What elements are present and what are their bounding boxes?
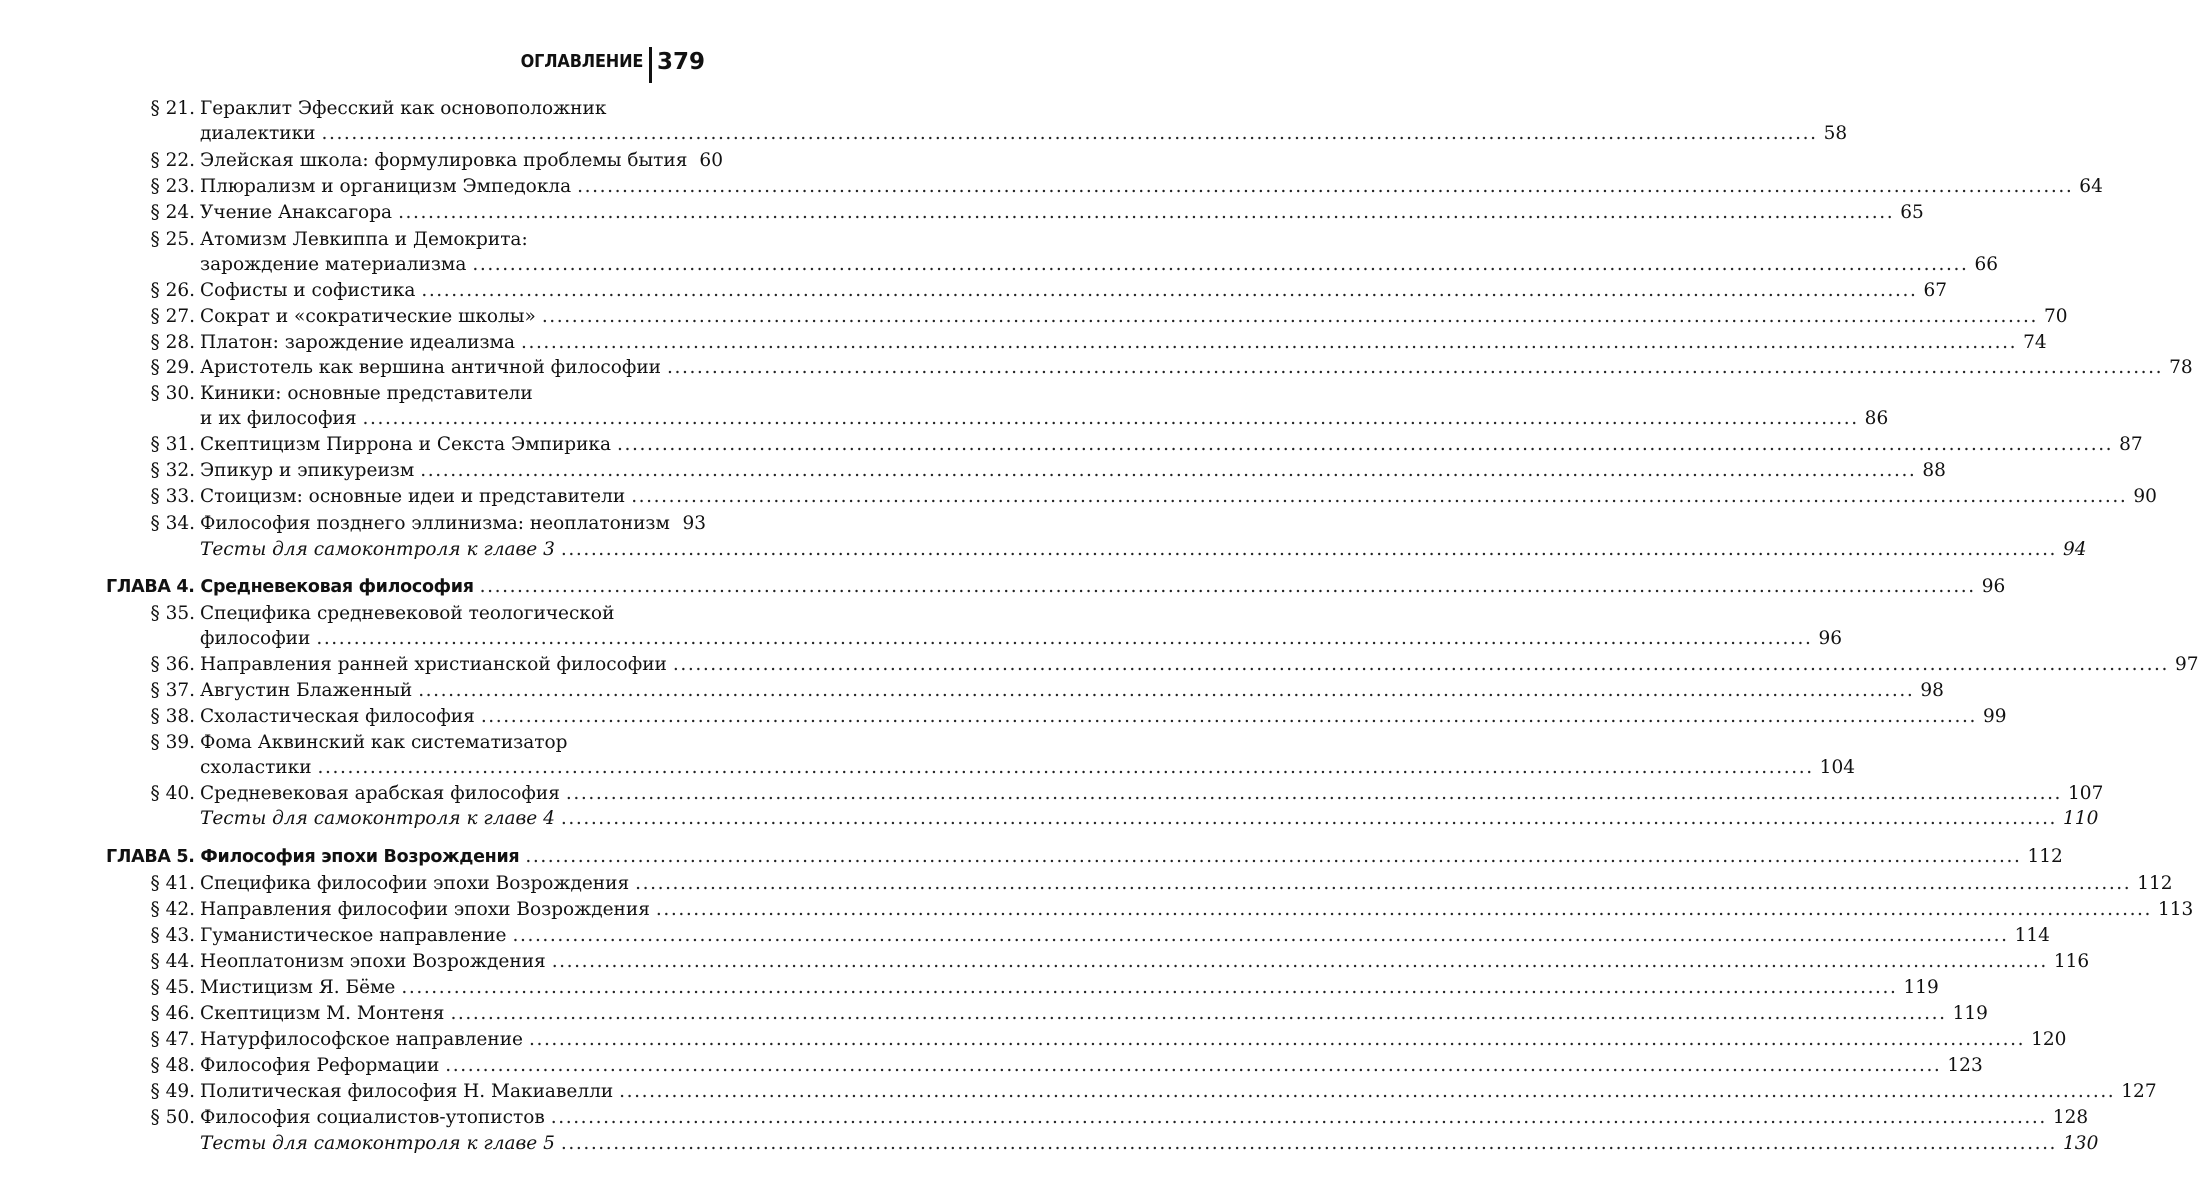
- toc-entry[interactable]: [0, 433, 2143, 458]
- header-title: ОГЛАВЛЕНИЕ: [520, 52, 643, 72]
- toc-page-number: 94: [2063, 539, 2087, 560]
- toc-entry-title: Учение Анаксагора: [200, 202, 393, 223]
- toc-leader-dots: ........................................................................................................................................................................................................: [445, 1055, 1942, 1076]
- toc-entry[interactable]: [0, 1002, 1988, 1027]
- toc-entry[interactable]: [0, 627, 1843, 652]
- toc-entry-body: [200, 898, 2194, 923]
- toc-entry-title: Фома Аквинский как систематизатор: [200, 732, 568, 753]
- toc-section-number: § 23.: [150, 176, 195, 197]
- toc-page-number: 66: [1974, 254, 1999, 275]
- toc-entry[interactable]: [0, 976, 1939, 1001]
- toc-entry[interactable]: [0, 872, 2173, 897]
- toc-leader-dots: ........................................................................................................................................................................................................: [655, 899, 2153, 920]
- toc-entry-body: [200, 253, 1999, 278]
- toc-leader-dots: ........................................................................................................................................................................................................: [520, 332, 2018, 353]
- toc-section-number: § 22.: [150, 150, 195, 171]
- toc-page-number: 114: [2014, 925, 2050, 946]
- toc-leader-dots: ........................................................................................................................................................................................................: [321, 123, 1818, 144]
- toc-entry[interactable]: [0, 1080, 2157, 1105]
- toc-entry-body: [200, 356, 2193, 381]
- toc-page-number: 78: [2169, 357, 2193, 378]
- toc-entry[interactable]: [0, 175, 2103, 200]
- toc-section-number: § 21.: [150, 98, 195, 119]
- toc-entry-body: [200, 731, 706, 756]
- toc-chapter-title: ГЛАВА 4. Средневековая философия: [106, 577, 474, 597]
- toc-entry-body: [200, 950, 2090, 975]
- toc-entry-body: [200, 1028, 2067, 1053]
- toc-entry-title: Атомизм Левкиппа и Демокрита:: [200, 229, 528, 250]
- toc-leader-dots: ........................................................................................................................................................................................................: [560, 539, 2058, 560]
- toc-leader-dots: ........................................................................................................................................................................................................: [635, 873, 2132, 894]
- toc-section-number: § 41.: [150, 873, 195, 894]
- toc-leader-dots: ........................................................................................................................................................................................................: [619, 1081, 2116, 1102]
- toc-section-number: § 46.: [150, 1003, 195, 1024]
- toc-entry[interactable]: [0, 679, 1944, 704]
- toc-entry-title: Тесты для самоконтроля к главе 3: [200, 539, 555, 560]
- toc-entry-title: Средневековая арабская философия: [200, 783, 560, 804]
- toc-section-number: § 38.: [150, 706, 195, 727]
- toc-leader-dots: ........................................................................................................................................................................................................: [472, 254, 1969, 275]
- toc-section-number: § 33.: [150, 486, 195, 507]
- toc-entry-body: [200, 627, 1843, 652]
- toc-entry[interactable]: [0, 653, 2199, 678]
- toc-entry[interactable]: [0, 459, 1946, 484]
- toc-section-number: § 29.: [150, 357, 195, 378]
- toc-section-number: § 34.: [150, 513, 195, 534]
- toc-entry-body: [200, 407, 1889, 432]
- toc-section-number: § 28.: [150, 332, 195, 353]
- toc-entry-body: [200, 1002, 1988, 1027]
- toc-leader-dots: ........................................................................................................................................................................................................: [667, 357, 2164, 378]
- toc-leader-dots: ........................................................................................................................................................................................................: [631, 486, 2128, 507]
- toc-page-number: 64: [2079, 176, 2103, 197]
- toc-entry-body: [200, 149, 723, 174]
- toc-entry-title: Августин Блаженный: [200, 680, 413, 701]
- toc-entry-body: [200, 175, 2103, 200]
- toc-entry-body: [200, 872, 2173, 897]
- toc-entry[interactable]: [0, 705, 2007, 730]
- toc-entry-title: и их философия: [200, 408, 357, 429]
- toc-leader-dots: ........................................................................................................................................................................................................: [565, 783, 2063, 804]
- toc-entry[interactable]: [0, 782, 2104, 807]
- toc-entry-title: Гуманистическое направление: [200, 925, 507, 946]
- toc-page-number: 116: [2053, 951, 2090, 972]
- toc-section-number: § 42.: [150, 899, 195, 920]
- toc-entry-title: Эпикур и эпикуреизм: [200, 460, 415, 481]
- toc-entry-body: [200, 679, 1944, 704]
- toc-entry-title: философии: [200, 628, 311, 649]
- toc-section-number: § 43.: [150, 925, 195, 946]
- toc-leader-dots: ........................................................................................................................................................................................................: [550, 1107, 2047, 1128]
- toc-page-number: 112: [2137, 873, 2173, 894]
- toc-entry-title: Аристотель как вершина античной философии: [200, 357, 661, 378]
- toc-entry-title: диалектики: [200, 123, 316, 144]
- toc-page-number: 119: [1952, 1003, 1988, 1024]
- toc-entry[interactable]: [0, 97, 900, 122]
- toc-page-number: 128: [2052, 1107, 2089, 1128]
- toc-entry-body: [200, 201, 1924, 226]
- toc-leader-dots: ........................................................................................................................................................................................................: [316, 628, 1813, 649]
- toc-entry-title: Элейская школа: формулировка проблемы бытия: [200, 150, 688, 171]
- toc-section-number: § 36.: [150, 654, 195, 675]
- toc-entry-title: Мистицизм Я. Бёме: [200, 977, 396, 998]
- toc-leader-dots: ........................................................................................................................................................................................................: [672, 654, 2170, 675]
- toc-entry-title: Гераклит Эфесский как основоположник: [200, 98, 607, 119]
- toc-page-number: 112: [2027, 846, 2063, 867]
- toc-page-number: 60: [699, 150, 723, 171]
- toc-page-number: 70: [2043, 306, 2068, 327]
- toc-entry-title: Скептицизм М. Монтеня: [200, 1003, 445, 1024]
- toc-entry[interactable]: [0, 201, 1924, 226]
- toc-leader-dots: ........................................................................................................................................................................................................: [617, 434, 2114, 455]
- toc-entry-title: Философия социалистов-утопистов: [200, 1107, 545, 1128]
- toc-entry[interactable]: [0, 1106, 2089, 1131]
- toc-entry[interactable]: [0, 122, 1848, 147]
- toc-leader-dots: ........................................................................................................................................................................................................: [401, 977, 1898, 998]
- toc-leader-dots: ........................................................................................................................................................................................................: [577, 176, 2074, 197]
- toc-entry-body: [200, 538, 2087, 563]
- toc-entry-body: [200, 331, 2047, 356]
- toc-entry-title: Софисты и софистика: [200, 280, 416, 301]
- toc-entry[interactable]: [0, 149, 900, 174]
- toc-entry[interactable]: [0, 382, 900, 407]
- toc-entry[interactable]: [0, 1028, 2067, 1053]
- toc-entry-body: [200, 1132, 2099, 1157]
- toc-entry-body: [200, 1054, 1983, 1079]
- toc-entry-title: Платон: зарождение идеализма: [200, 332, 515, 353]
- toc-entry-title: Схоластическая философия: [200, 706, 475, 727]
- toc-page-number: 113: [2158, 899, 2194, 920]
- toc-entry-title: Тесты для самоконтроля к главе 4: [200, 808, 555, 829]
- toc-page-number: 104: [1819, 757, 1855, 778]
- toc-chapter-heading[interactable]: [0, 845, 2063, 870]
- toc-page-number: 107: [2068, 783, 2104, 804]
- toc-page-number: 58: [1823, 123, 1848, 144]
- toc-entry-body: [106, 575, 2006, 600]
- toc-page-number: 123: [1947, 1055, 1983, 1076]
- toc-section-number: § 37.: [150, 680, 195, 701]
- toc-entry-body: [200, 1106, 2089, 1131]
- toc-page-number: 65: [1900, 202, 1924, 223]
- toc-page-number: 88: [1922, 460, 1946, 481]
- toc-page-number: 87: [2119, 434, 2143, 455]
- toc-entry-body: [200, 924, 2050, 949]
- toc-entry-title: Философия Реформации: [200, 1055, 440, 1076]
- toc-section-number: § 44.: [150, 951, 195, 972]
- toc-entry[interactable]: [0, 898, 2194, 923]
- toc-entry-title: Натурфилософское направление: [200, 1029, 523, 1050]
- toc-section-number: § 30.: [150, 383, 195, 404]
- toc-entry-title: Плюрализм и органицизм Эмпедокла: [200, 176, 572, 197]
- toc-section-number: § 27.: [150, 306, 195, 327]
- toc-entry[interactable]: [0, 924, 2050, 949]
- toc-entry[interactable]: [0, 407, 1889, 432]
- toc-entry-body: [200, 279, 1948, 304]
- toc-entry[interactable]: [0, 228, 900, 253]
- toc-leader-dots: ........................................................................................................................................................................................................: [512, 925, 2009, 946]
- toc-entry[interactable]: [0, 485, 2157, 510]
- toc-entry-title: Скептицизм Пиррона и Секста Эмпирика: [200, 434, 612, 455]
- toc-section-number: § 39.: [150, 732, 195, 753]
- toc-entry[interactable]: [0, 512, 900, 537]
- toc-page-number: 67: [1923, 280, 1948, 301]
- toc-entry[interactable]: [0, 731, 900, 756]
- toc-leader-dots: ........................................................................................................................................................................................................: [418, 680, 1915, 701]
- toc-entry-title: Специфика философии эпохи Возрождения: [200, 873, 630, 894]
- toc-page-number: 110: [2063, 808, 2099, 829]
- toc-entry[interactable]: [0, 279, 1948, 304]
- toc-page-number: 120: [2031, 1029, 2067, 1050]
- toc-entry-title: зарождение материализма: [200, 254, 467, 275]
- toc-entry[interactable]: [0, 305, 2068, 330]
- toc-entry-body: [200, 512, 706, 537]
- toc-section-number: § 26.: [150, 280, 195, 301]
- toc-leader-dots: [676, 512, 677, 537]
- toc-section-number: § 48.: [150, 1055, 195, 1076]
- toc-page-number: 86: [1864, 408, 1889, 429]
- toc-entry-body: [200, 382, 706, 407]
- toc-entry-body: [200, 602, 706, 627]
- toc-page-number: 130: [2063, 1133, 2099, 1154]
- toc-leader-dots: ........................................................................................................................................................................................................: [560, 808, 2058, 829]
- toc-leader-dots: ........................................................................................................................................................................................................: [421, 280, 1918, 301]
- toc-entry[interactable]: [0, 807, 2099, 832]
- toc-section-number: § 50.: [150, 1107, 195, 1128]
- toc-page-number: 74: [2023, 332, 2047, 353]
- toc-entry-body: [200, 459, 1946, 484]
- toc-entry-body: [200, 1080, 2157, 1105]
- toc-entry[interactable]: [0, 1054, 1983, 1079]
- toc-page-number: 97: [2175, 654, 2199, 675]
- toc-entry-body: [200, 305, 2068, 330]
- toc-entry-title: Тесты для самоконтроля к главе 5: [200, 1133, 555, 1154]
- toc-entry[interactable]: [0, 1132, 2099, 1157]
- toc-entry-title: Специфика средневековой теологической: [200, 603, 615, 624]
- toc-page-number: 99: [1982, 706, 2007, 727]
- toc-leader-dots: ........................................................................................................................................................................................................: [541, 306, 2038, 327]
- toc-entry[interactable]: [0, 602, 900, 627]
- toc-entry-title: Направления ранней христианской философии: [200, 654, 667, 675]
- toc-page-number: 96: [1818, 628, 1843, 649]
- toc-entry-body: [200, 807, 2099, 832]
- toc-entry-title: Направления философии эпохи Возрождения: [200, 899, 650, 920]
- toc-leader-dots: ........................................................................................................................................................................................................: [528, 1029, 2026, 1050]
- toc-section-number: § 49.: [150, 1081, 195, 1102]
- toc-entry-title: Философия позднего эллинизма: неоплатонизм: [200, 513, 670, 534]
- toc-chapter-title: ГЛАВА 5. Философия эпохи Возрождения: [106, 847, 520, 867]
- toc-entry[interactable]: [0, 950, 2090, 975]
- toc-section-number: § 35.: [150, 603, 195, 624]
- toc-entry-body: [200, 485, 2157, 510]
- toc-page-number: 98: [1920, 680, 1944, 701]
- toc-chapter-heading[interactable]: [0, 575, 2006, 600]
- toc-entry[interactable]: [0, 253, 1999, 278]
- toc-entry[interactable]: [0, 331, 2047, 356]
- toc-page-number: 96: [1981, 576, 2006, 597]
- toc-section-number: § 31.: [150, 434, 195, 455]
- toc-entry-body: [200, 122, 1848, 147]
- toc-section-number: § 45.: [150, 977, 195, 998]
- toc-page-number: 119: [1903, 977, 1939, 998]
- toc-leader-dots: ........................................................................................................................................................................................................: [420, 460, 1917, 481]
- toc-entry-body: [200, 976, 1939, 1001]
- toc-section-number: § 25.: [150, 229, 195, 250]
- toc-entry-title: Киники: основные представители: [200, 383, 533, 404]
- toc-page-number: 93: [682, 513, 706, 534]
- toc-leader-dots: ........................................................................................................................................................................................................: [450, 1003, 1947, 1024]
- toc-section-number: § 47.: [150, 1029, 195, 1050]
- header-divider: [649, 47, 652, 83]
- toc-section-number: § 32.: [150, 460, 195, 481]
- toc-entry-body: [200, 653, 2199, 678]
- toc-entry[interactable]: [0, 756, 1855, 781]
- toc-entry-title: Неоплатонизм эпохи Возрождения: [200, 951, 546, 972]
- toc-leader-dots: ........................................................................................................................................................................................................: [480, 706, 1977, 727]
- toc-page-number: 127: [2121, 1081, 2157, 1102]
- toc-entry-title: схоластики: [200, 757, 312, 778]
- toc-entry[interactable]: [0, 356, 2193, 381]
- toc-leader-dots: ........................................................................................................................................................................................................: [551, 951, 2048, 972]
- toc-entry-body: [200, 705, 2007, 730]
- toc-entry-title: Стоицизм: основные идеи и представители: [200, 486, 626, 507]
- toc-entry[interactable]: [0, 538, 2087, 563]
- toc-leader-dots: ........................................................................................................................................................................................................: [362, 408, 1859, 429]
- toc-leader-dots: ........................................................................................................................................................................................................: [317, 757, 1814, 778]
- toc-entry-body: [200, 756, 1855, 781]
- header-page-number: 379: [656, 49, 705, 75]
- toc-entry-body: [200, 228, 706, 253]
- toc-entry-title: Политическая философия Н. Макиавелли: [200, 1081, 614, 1102]
- toc-page-number: 90: [2133, 486, 2157, 507]
- toc-leader-dots: ........................................................................................................................................................................................................: [479, 576, 1976, 597]
- running-header: [510, 45, 705, 79]
- toc-entry-body: [200, 433, 2143, 458]
- toc-entry-body: [200, 782, 2104, 807]
- toc-entry-title: Сократ и «сократические школы»: [200, 306, 536, 327]
- toc-leader-dots: ........................................................................................................................................................................................................: [560, 1133, 2058, 1154]
- toc-entry-body: [200, 97, 706, 122]
- toc-leader-dots: ........................................................................................................................................................................................................: [525, 846, 2022, 867]
- toc-section-number: § 24.: [150, 202, 195, 223]
- toc-leader-dots: ........................................................................................................................................................................................................: [398, 202, 1895, 223]
- toc-entry-body: [106, 845, 2063, 870]
- toc-section-number: § 40.: [150, 783, 195, 804]
